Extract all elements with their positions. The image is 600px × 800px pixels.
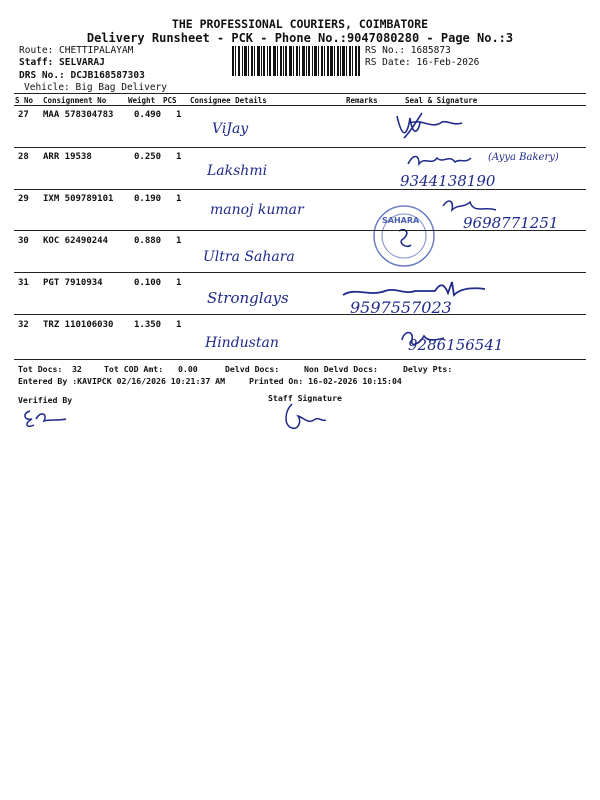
tot-docs-value: 32 [72,364,82,374]
row-weight: 1.350 [134,320,162,330]
phone-handwriting: 9698771251 [463,214,559,232]
consignee-handwriting: Ultra Sahara [203,249,295,265]
row-consignment: IXM 509789101 [43,194,114,204]
row-pcs: 1 [176,236,182,246]
tot-docs-label: Tot Docs: [18,364,63,374]
row-sno: 29 [18,194,29,204]
recipient-signature [392,108,467,143]
row-consignment: PGT 7910934 [43,278,103,288]
entered-by: Entered By :KAVIPCK 02/16/2026 10:21:37 AM [18,376,226,386]
row-weight: 0.250 [134,152,162,162]
row-divider [14,314,586,315]
row-weight: 0.100 [134,278,162,288]
col-seal: Seal & Signature [405,96,478,105]
row-pcs: 1 [176,110,182,120]
consignee-handwriting: Stronglays [207,289,289,307]
row-divider [14,189,586,190]
header-bottom-rule [14,105,586,106]
phone-handwriting: 9597557023 [350,298,452,317]
verifier-signature [20,405,70,431]
row-sno: 32 [18,320,29,330]
row-divider [14,272,586,273]
row-pcs: 1 [176,320,182,330]
consignee-handwriting: Lakshmi [207,163,268,179]
non-delvd-docs-label: Non Delvd Docs: [304,364,378,374]
row-sno: 30 [18,236,29,246]
phone-handwriting: 9286156541 [408,336,504,354]
row-weight: 0.880 [134,236,162,246]
col-weight: Weight [128,96,156,105]
tot-cod-label: Tot COD Amt: [104,364,164,374]
row-consignment: KOC 62490244 [43,236,109,246]
delvy-pts-label: Delvy Pts: [403,364,453,374]
row-consignment: ARR 19538 [43,152,92,162]
row-pcs: 1 [176,278,182,288]
printed-on: Printed On: 16-02-2026 10:15:04 [249,376,402,386]
row-weight: 0.490 [134,110,162,120]
consignee-handwriting: ViJay [212,121,249,137]
verified-by-label: Verified By [18,395,73,405]
row-sno: 27 [18,110,29,120]
tot-cod-value: 0.00 [178,364,198,374]
rs-date: RS Date: 16-Feb-2026 [365,57,480,68]
vehicle-label: Vehicle: Big Bag Delivery [24,82,167,93]
header-top-rule [14,93,586,94]
company-title: THE PROFESSIONAL COURIERS, COIMBATORE [171,17,429,31]
consignee-handwriting: Hindustan [205,335,279,351]
row-pcs: 1 [176,152,182,162]
runsheet-title: Delivery Runsheet - PCK - Phone No.:9047080280 - Page No.:3 [86,31,514,45]
consignee-handwriting: manoj kumar [210,202,304,218]
staff-signature [278,400,328,434]
row-sno: 28 [18,152,29,162]
col-sno: S No [15,96,34,105]
recipient-signature [405,150,485,172]
table-bottom-rule [14,359,586,360]
phone-handwriting: 9344138190 [400,172,496,190]
row-consignment: TRZ 110106030 [43,320,114,330]
row-weight: 0.190 [134,194,162,204]
staff-label: Staff: SELVARAJ [19,57,105,68]
route-label: Route: CHETTIPALAYAM [19,45,134,56]
delvd-docs-label: Delvd Docs: [225,364,280,374]
row-divider [14,147,586,148]
col-pcs: PCS [163,96,177,105]
rs-number: RS No.: 1685873 [365,45,451,56]
col-consignee: Consignee Details [190,96,267,105]
col-consignment: Consignment No [43,96,107,105]
row-pcs: 1 [176,194,182,204]
remark-handwriting: (Ayya Bakery) [488,152,559,163]
barcode [232,46,360,76]
row-sno: 31 [18,278,29,288]
seal-text: SAHARA [382,216,420,225]
company-seal [367,203,441,269]
col-remarks: Remarks [346,96,378,105]
staff-signature-label: Staff Signature [268,393,342,403]
row-divider [14,230,586,231]
row-consignment: MAA 578304783 [43,110,114,120]
drs-number: DRS No.: DCJB168587303 [19,70,145,81]
